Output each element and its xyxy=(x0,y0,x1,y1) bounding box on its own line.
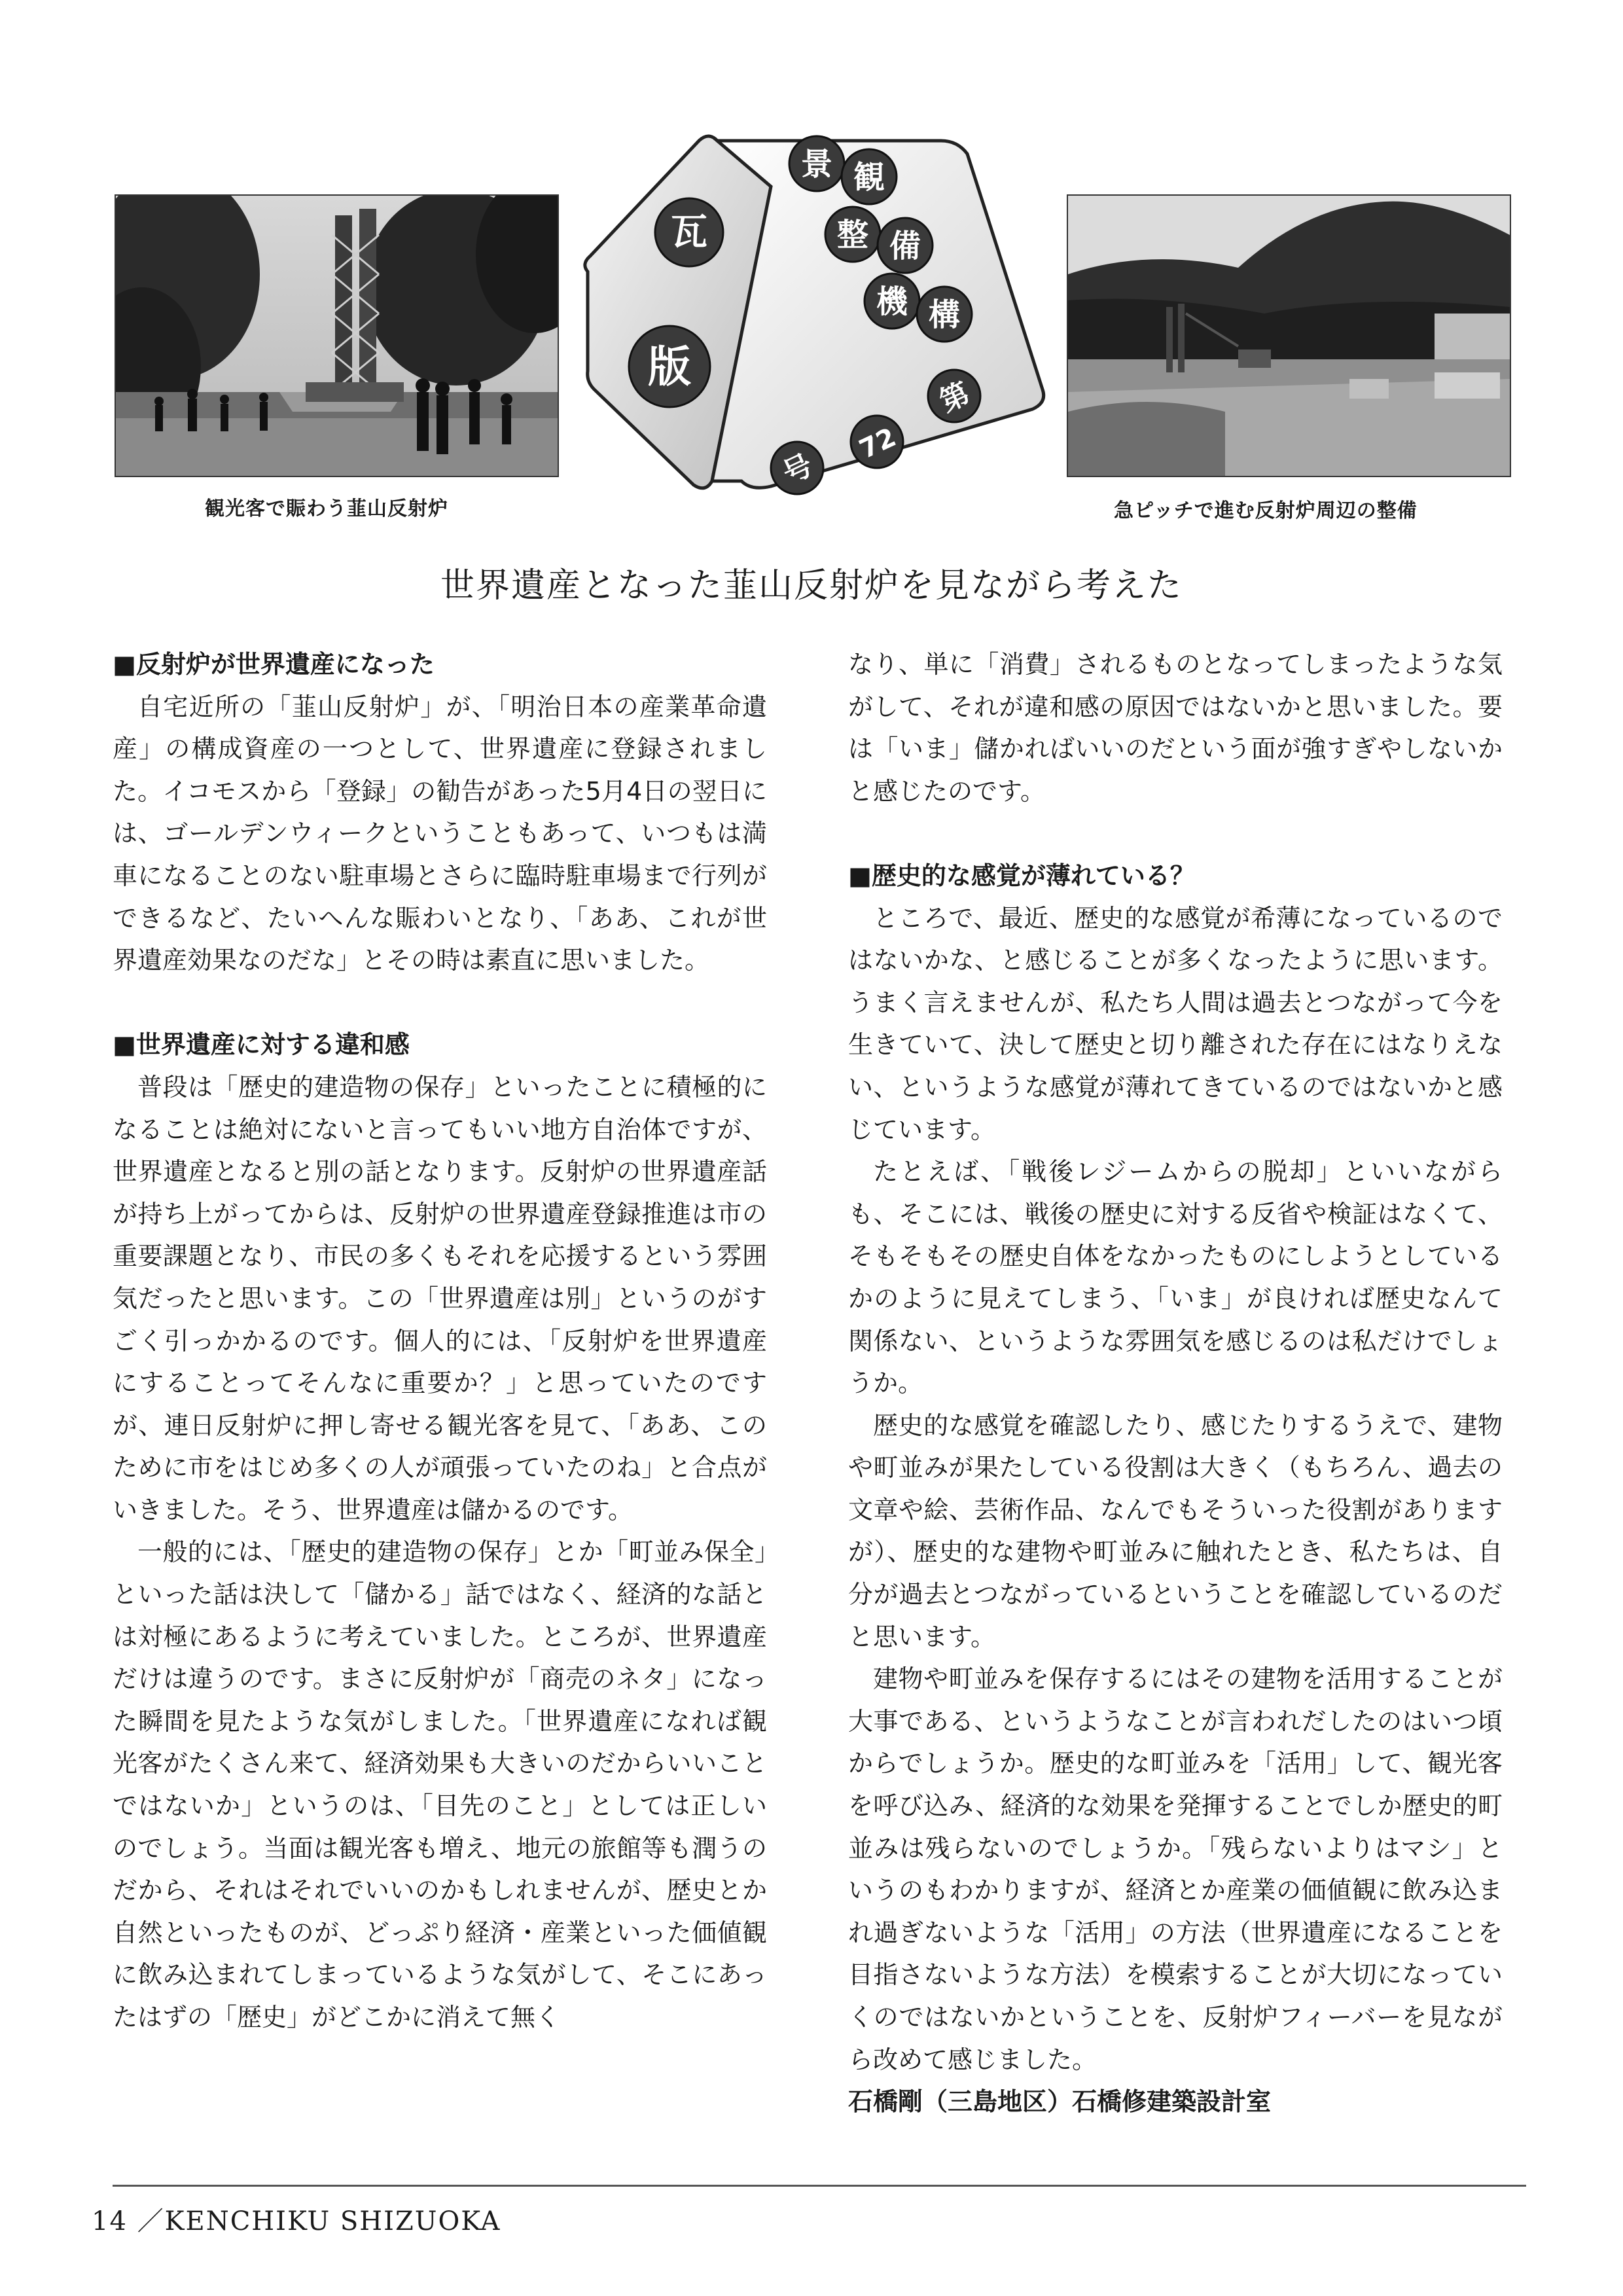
logo-char-kan: 観 xyxy=(853,159,885,196)
logo-issue-number: 72 xyxy=(855,422,901,465)
paragraph: たとえば、「戦後レジームからの脱却」といいながらも、そこには、戦後の歴史に対する反省や検証はなくて、そもそもその歴史自体をなかったものにしようとしているかのように見えてしまう、「いま」が良ければ歴史なんて関係ない、というような雰囲気を感じるのは私だけでしょうか。 xyxy=(848,1157,1503,1398)
section-heading: ■世界遺産に対する違和感 xyxy=(113,1030,410,1060)
paragraph: ところで、最近、歴史的な感覚が希薄になっているのではないかな、と感じることが多くなったように思います。うまく言えませんが、私たち人間は過去とつながって今を生きていて、決して歴史と切り離された存在にはなりえない、というような感覚が薄れてきているのではないかと感じています。 xyxy=(848,903,1503,1144)
paragraph-continued: なり、単に「消費」されるものとなってしまったような気がして、それが違和感の原因ではないかと思いました。要は「いま」儲かればいいのだという面が強すぎやしないかと感じたのです。 xyxy=(848,650,1503,806)
section-heading: ■反射炉が世界遺産になった xyxy=(113,650,435,679)
text-column-right xyxy=(848,643,1503,2123)
logo-char-kawara: 瓦 xyxy=(671,211,707,254)
text-column-left xyxy=(113,643,767,2039)
paragraph-continued-end: そこにあったはずの「歴史」がどこかに消えて無く xyxy=(113,1960,768,2032)
logo-char-kei: 景 xyxy=(800,146,833,183)
photo-caption: 観光客で賑わう韮山反射炉 xyxy=(205,497,448,520)
photo-caption: 急ピッチで進む反射炉周辺の整備 xyxy=(1114,499,1418,522)
logo-char-ban: 版 xyxy=(648,342,691,392)
article-title: 世界遺産となった韮山反射炉を見ながら考えた xyxy=(440,566,1183,605)
paragraph: 建物や町並みを保存するにはその建物を活用することが大事である、というようなことが言われだしたのはいつ頃からでしょうか。歴史的な町並みを「活用」して、観光客を呼び込み、経済的な効果を発揮することでしか歴史的町並みは残らないのでしょうか。「残らないよりはマシ」というのもわかりますが、経済とか産業の価値観に飲み込まれ過ぎないような「活用」の方法（世界遺産になることを目指さないような方法）を模索することが大切になっていくのではないかということを、反射炉フィーバーを見ながら改めて感じました。 xyxy=(848,1664,1503,2074)
logo-char-kou: 構 xyxy=(928,296,961,333)
paragraph: 歴史的な感覚を確認したり、感じたりするうえで、建物や町並みが果たしている役割は大きく（もちろん、過去の文章や絵、芸術作品、なんでもそういった役割がありますが）、歴史的な建物や町並みに触れたとき、私たちは、自分が過去とつながっているということを確認しているのだと思います。 xyxy=(848,1410,1503,1651)
logo-char-gou: 号 xyxy=(777,448,818,491)
logo-char-sei: 整 xyxy=(836,217,869,253)
paragraph: 普段は「歴史的建造物の保存」といったことに積極的になることは絶対にないと言ってもいい地方自治体ですが、世界遺産となると別の話となります。反射炉の世界遺産話が持ち上がってからは、反射炉の世界遺産登録推進は市の重要課題となり、市民の多くもそれを応援するという雰囲気だったと思います。この「世界遺産は別」というのがすごく引っかかるのです。個人的には、「反射炉を世界遺産にすることってそんなに重要か？」と思っていたのですが、連日反射炉に押し寄せる観光客を見て、「ああ、このために市をはじめ多くの人が頑張っていたのね」と合点がいきました。そう、世界遺産は儲かるのです。 xyxy=(113,1072,767,1524)
author-credit: 石橋剛（三島地区）石橋修建築設計室 xyxy=(848,2087,1272,2117)
footer-divider xyxy=(113,2185,1526,2187)
logo-char-ki: 機 xyxy=(876,283,908,320)
section-heading: ■歴史的な感覚が薄れている？ xyxy=(848,861,1195,890)
logo-char-dai: 第 xyxy=(935,376,975,419)
paragraph: 自宅近所の「韮山反射炉」が、「明治日本の産業革命遺産」の構成資産の一つとして、世界遺産に登録されました。イコモスから「登録」の勧告があった5月4日の翌日には、ゴールデンウィークということもあって、いつもは満車になることのない駐車場とさらに臨時駐車場まで行列ができるなど、たいへんな賑わいとなり、「ああ、これが世界遺産効果なのだな」とその時は素直に思いました。 xyxy=(113,692,767,975)
photo-construction-site xyxy=(1067,194,1511,477)
logo-kawaraban-dice xyxy=(575,115,1052,527)
paragraph: 一般的には、「歴史的建造物の保存」とか「町並み保全」といった話は決して「儲かる」話ではなく、経済的な話とは対極にあるように考えていました。ところが、世界遺産だけは違うのです。まさに反射炉が「商売のネタ」になった瞬間を見たような気がしました。「世界遺産になれば観光客がたくさん来て、経済効果も大きいのだからいいことではないか」というのは、「目先のこと」としては正しいのでしょう。当面は観光客も増え、地元の旅館等も潤うのだから、それはそれでいいのかもしれませんが、歴史とか自然といったものが、どっぷり経済・産業といった価値観に飲み込まれてしまっているような気がして、そこにあったはずの「歴史」がどこかに消えて無く xyxy=(113,1537,768,2032)
photo-nirayama-reverberatory-furnace xyxy=(115,194,559,477)
page-footer: 14 ／KENCHIKU SHIZUOKA xyxy=(92,2206,501,2236)
logo-char-bi: 備 xyxy=(889,228,921,264)
